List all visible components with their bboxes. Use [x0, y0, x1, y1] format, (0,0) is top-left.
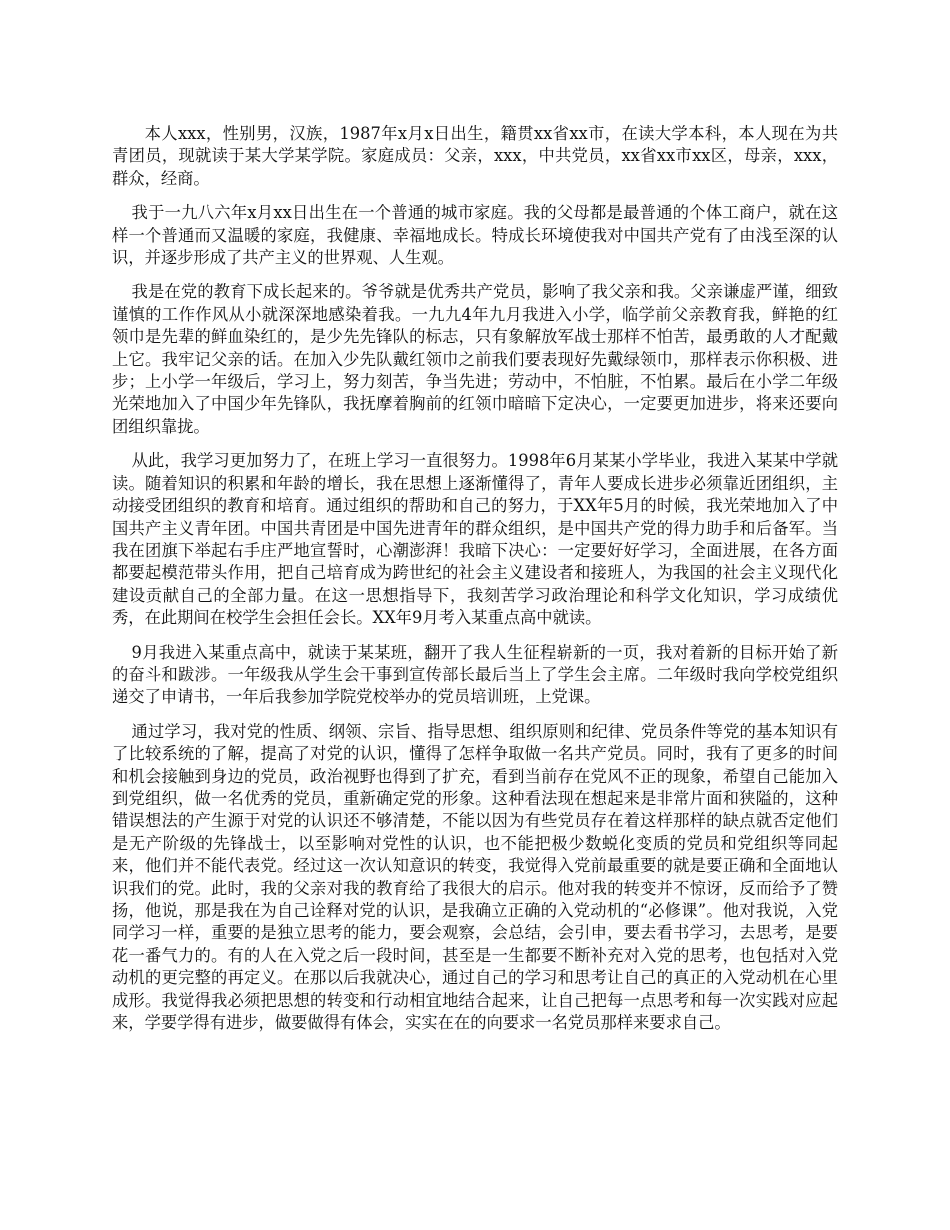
paragraph-middle-school: 从此，我学习更加努力了，在班上学习一直很努力。1998年6月某某小学毕业，我进入某某中学就读。随着知识的积累和年龄的增长，我在思想上逐渐懂得了，青年人要成长进步必须靠近团组织，主动接受团组织的教育和培育。通过组织的帮助和自己的努力，于XX年5月的时候，我光荣地加入了中国共产主义青年团。中国共青团是中国先进青年的群众组织，是中国共产党的得力助手和后备军。当我在团旗下举起右手庄严地宣誓时，心潮澎湃！我暗下决心：一定要好好学习，全面进展，在各方面都要起模范带头作用，把自己培育成为跨世纪的社会主义建设者和接班人，为我国的社会主义现代化建设贡献自己的全部力量。在这一思想指导下，我刻苦学习政治理论和科学文化知识，学习成绩优秀，在此期间在校学生会担任会长。XX年9月考入某重点高中就读。 [112, 451, 838, 628]
paragraph-personal-info: 本人xxx，性别男，汉族，1987年x月x日出生，籍贯xx省xx市，在读大学本科，本人现在为共青团员，现就读于某大学某学院。家庭成员：父亲，xxx，中共党员，xx省xx市xx区，母亲，xxx，群众，经商。 [112, 124, 838, 188]
paragraph-birth-family: 我于一九八六年x月xx日出生在一个普通的城市家庭。我的父母都是最普通的个体工商户，就在这样一个普通而又温暖的家庭，我健康、幸福地成长。特成长环境使我对中国共产党有了由浅至深的认识，并逐步形成了共产主义的世界观、人生观。 [112, 203, 838, 268]
paragraph-party-study: 通过学习，我对党的性质、纲领、宗旨、指导思想、组织原则和纪律、党员条件等党的基本知识有了比较系统的了解，提高了对党的认识，懂得了怎样争取做一名共产党员。同时，我有了更多的时间和机会接触到身边的党员，政治视野也得到了扩充，看到当前存在党风不正的现象，希望自己能加入到党组织，做一名优秀的党员，重新确定党的形象。这种看法现在想起来是非常片面和狭隘的，这种错误想法的产生源于对党的认识还不够清楚，不能以因为有些党员存在着这样那样的缺点就否定他们是无产阶级的先锋战士，以至影响对党性的认识，也不能把极少数蜕化变质的党员和党组织等同起来，他们并不能代表党。经过这一次认知意识的转变，我觉得入党前最重要的就是要正确和全面地认识我们的党。此时，我的父亲对我的教育给了我很大的启示。他对我的转变并不惊讶，反而给予了赞扬，他说，那是我在为自己诠释对党的认识，是我确立正确的入党动机的“必修课”。他对我说，入党同学习一样，重要的是独立思考的能力，要会观察，会总结，会引申，要去看书学习，去思考，是要花一番气力的。有的人在入党之后一段时间，甚至是一生都要不断补充对入党的思考，也包括对入党动机的更完整的再定义。在那以后我就决心，通过自己的学习和思考让自己的真正的入党动机在心里成形。我觉得我必须把思想的转变和行动相宜地结合起来，让自己把每一点思考和每一次实践对应起来，学要学得有进步，做要做得有体会，实实在在的向要求一名党员那样来要求自己。 [112, 721, 838, 1033]
paragraph-high-school: 9月我进入某重点高中，就读于某某班，翻开了我人生征程崭新的一页，我对着新的目标开始了新的奋斗和跋涉。一年级我从学生会干事到宣传部长最后当上了学生会主席。二年级时我向学校党组织递交了申请书，一年后我参加学院党校举办的党员培训班，上党课。 [112, 642, 838, 707]
document-page [112, 123, 838, 1046]
paragraph-primary-school: 我是在党的教育下成长起来的。爷爷就是优秀共产党员，影响了我父亲和我。父亲谦虚严谨，细致谨慎的工作作风从小就深深地感染着我。一九九4年九月我进入小学，临学前父亲教育我，鲜艳的红领巾是先辈的鲜血染红的，是少先先锋队的标志，只有象解放军战士那样不怕苦，最勇敢的人才配戴上它。我牢记父亲的话。在加入少先队戴红领巾之前我们要表现好先戴绿领巾，那样表示你积极、进步；上小学一年级后，学习上，努力刻苦，争当先进；劳动中，不怕脏，不怕累。最后在小学二年级光荣地加入了中国少年先锋队，我抚摩着胸前的红领巾暗暗下定决心，一定要更加进步，将来还要向团组织靠拢。 [112, 282, 838, 436]
